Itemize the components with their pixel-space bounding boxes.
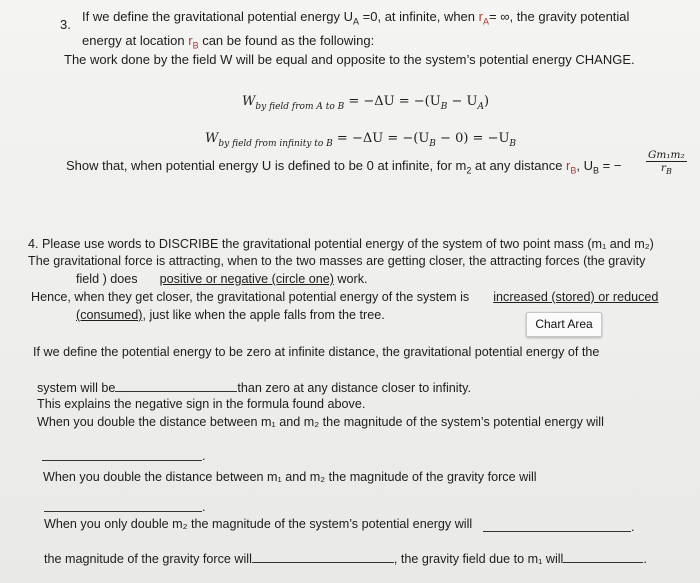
equation-work-infinity-to-b: $W_{by field from infinity to B} = -\Delta U = -(U_B - 0) = -U_B$ xyxy=(205,131,517,150)
q4-line12: the magnitude of the gravity force will , the gravity field due to m₁ will . xyxy=(44,552,647,566)
choice-positive-negative[interactable]: positive or negative (circle one) xyxy=(159,272,334,286)
q4-line11: When you only double m₂ the magnitude of the system’s potential energy will xyxy=(44,517,473,531)
blank-answer-line-1[interactable] xyxy=(42,460,202,461)
blank-system-will-be[interactable] xyxy=(115,379,237,392)
blank-gravity-field[interactable] xyxy=(563,550,643,563)
potential-energy-fraction: $\frac{\text{Gm₁m₂}}{r_B}$ xyxy=(648,149,685,177)
blank-3-dot: . xyxy=(631,520,635,534)
blank-2-dot: . xyxy=(202,500,206,514)
equation-work-a-to-b: $W_{by field from A to B} = -\Delta U = -(U_B - U_A)$ xyxy=(242,94,490,113)
q3-line1: If we define the gravitational potential energy $U_A =0$, at infinite, when $r_A=$ ∞, the gravity potential xyxy=(82,9,630,27)
q3-line2: energy at location $r_B$ can be found as the following: xyxy=(82,33,375,51)
q4-line7: system will be than zero at any distance closer to infinity. xyxy=(37,381,471,395)
q4-line4: Hence, when they get closer, the gravitational potential energy of the system is increased (stored) or reduced xyxy=(31,290,659,304)
q4-line5: (consumed), just like when the apple falls from the tree. xyxy=(76,308,385,322)
blank-answer-line-2[interactable] xyxy=(44,511,202,512)
q4-line9: When you double the distance between m₁ and m₂ the magnitude of the system’s potential energy will xyxy=(37,415,604,429)
q4-line3: field ) does positive or negative (circle one) work. xyxy=(76,272,368,286)
q4-line10: When you double the distance between m₁ and m₂ the magnitude of the gravity force will xyxy=(43,470,537,484)
choice-consumed[interactable]: (consumed) xyxy=(76,308,143,322)
r-symbol: r xyxy=(478,9,483,24)
q3-line3: The work done by the field W will be equal and opposite to the system’s potential energy CHANGE. xyxy=(64,52,635,67)
blank-answer-line-3[interactable] xyxy=(483,531,631,532)
q3-number: 3. xyxy=(60,17,71,32)
q3-show-that: Show that, when potential energy U is defined to be 0 at infinite, for $m_2$ at any distance $r_B$, $U_B$ = − xyxy=(66,158,622,176)
blank-1-dot: . xyxy=(202,449,206,463)
q4-line8: This explains the negative sign in the formula found above. xyxy=(37,397,366,411)
q4-line1: 4. Please use words to DISCRIBE the gravitational potential energy of the system of two point mass (m₁ and m₂) xyxy=(28,237,654,251)
choice-increased-reduced[interactable]: increased (stored) or reduced xyxy=(493,290,659,304)
q4-line2: The gravitational force is attracting, when to the two masses are getting closer, the attracting forces (the gravity xyxy=(28,254,646,268)
chart-area-tooltip[interactable]: Chart Area xyxy=(526,312,602,337)
q4-line6: If we define the potential energy to be zero at infinite distance, the gravitational potential energy of the xyxy=(33,345,600,359)
blank-gravity-force[interactable] xyxy=(252,550,394,563)
